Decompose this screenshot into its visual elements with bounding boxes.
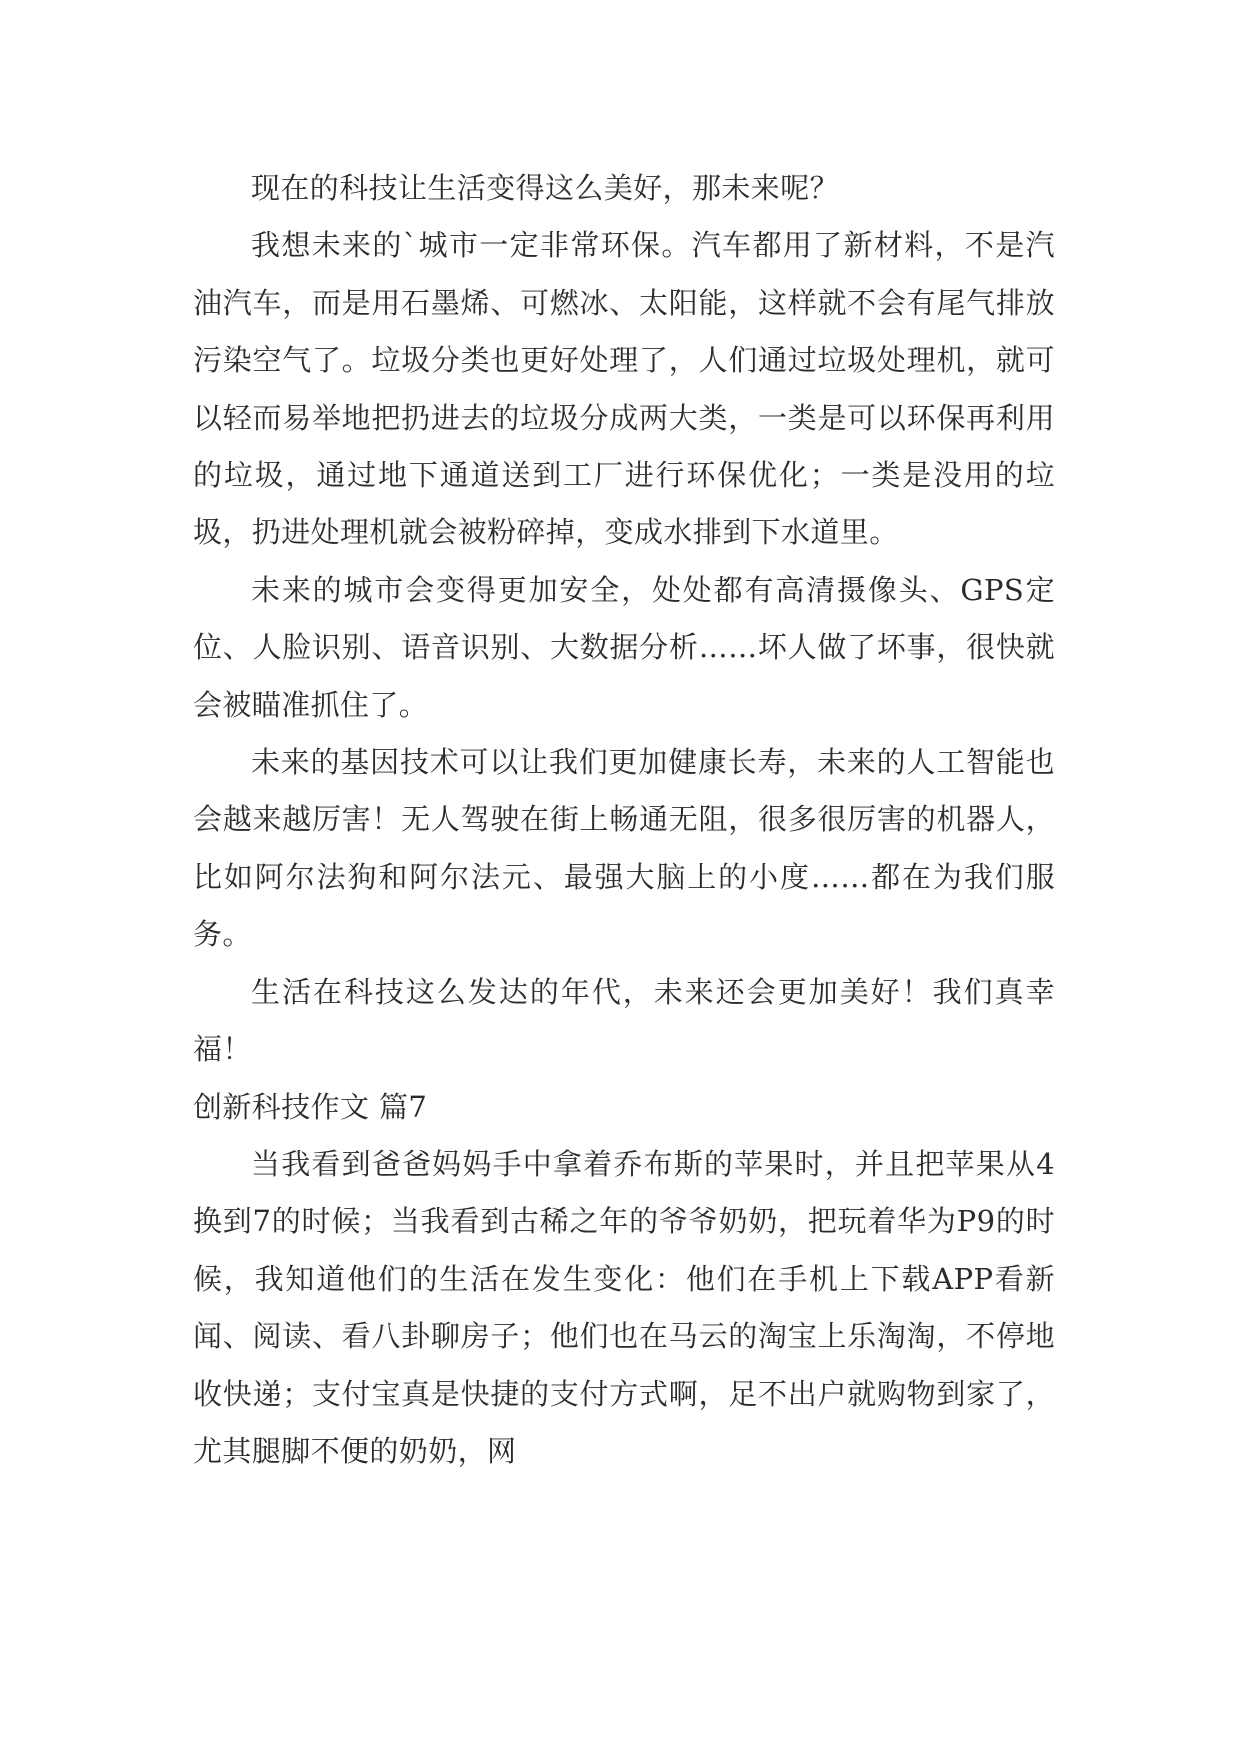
paragraph-intro: 现在的科技让生活变得这么美好，那未来呢？: [251, 171, 840, 205]
paragraph-ai: 未来的基因技术可以让我们更加健康长寿，未来的人工智能也会越来越厉害！无人驾驶在街上畅通无阻，很多很厉害的机器人，比如阿尔法狗和阿尔法元、最强大脑上的小度……都在为我们服务。: [193, 745, 1055, 952]
paragraph-phones: 当我看到爸爸妈妈手中拿着乔布斯的苹果时，并且把苹果从4换到7的时候；当我看到古稀之年的爷爷奶奶，把玩着华为P9的时候，我知道他们的生活在发生变化：他们在手机上下载APP看新闻、阅读、看八卦聊房子；他们也在马云的淘宝上乐淘淘，不停地收快递；支付宝真是快捷的支付方式啊，足不出户就购物到家了，尤其腿脚不便的奶奶，网: [193, 1146, 1055, 1468]
section-heading: 创新科技作文 篇7: [193, 1089, 428, 1124]
paragraph-conclusion: 生活在科技这么发达的年代，未来还会更加美好！我们真幸福！: [193, 974, 1055, 1067]
document-body: [193, 160, 1055, 1480]
paragraph-environment: 我想未来的`城市一定非常环保。汽车都用了新材料，不是汽油汽车，而是用石墨烯、可燃冰、太阳能，这样就不会有尾气排放污染空气了。垃圾分类也更好处理了，人们通过垃圾处理机，就可以轻而易举地把扔进去的垃圾分成两大类，一类是可以环保再利用的垃圾，通过地下通道送到工厂进行环保优化；一类是没用的垃圾，扔进处理机就会被粉碎掉，变成水排到下水道里。: [193, 228, 1055, 550]
paragraph-safety: 未来的城市会变得更加安全，处处都有高清摄像头、GPS定位、人脸识别、语音识别、大数据分析……坏人做了坏事，很快就会被瞄准抓住了。: [193, 572, 1055, 722]
